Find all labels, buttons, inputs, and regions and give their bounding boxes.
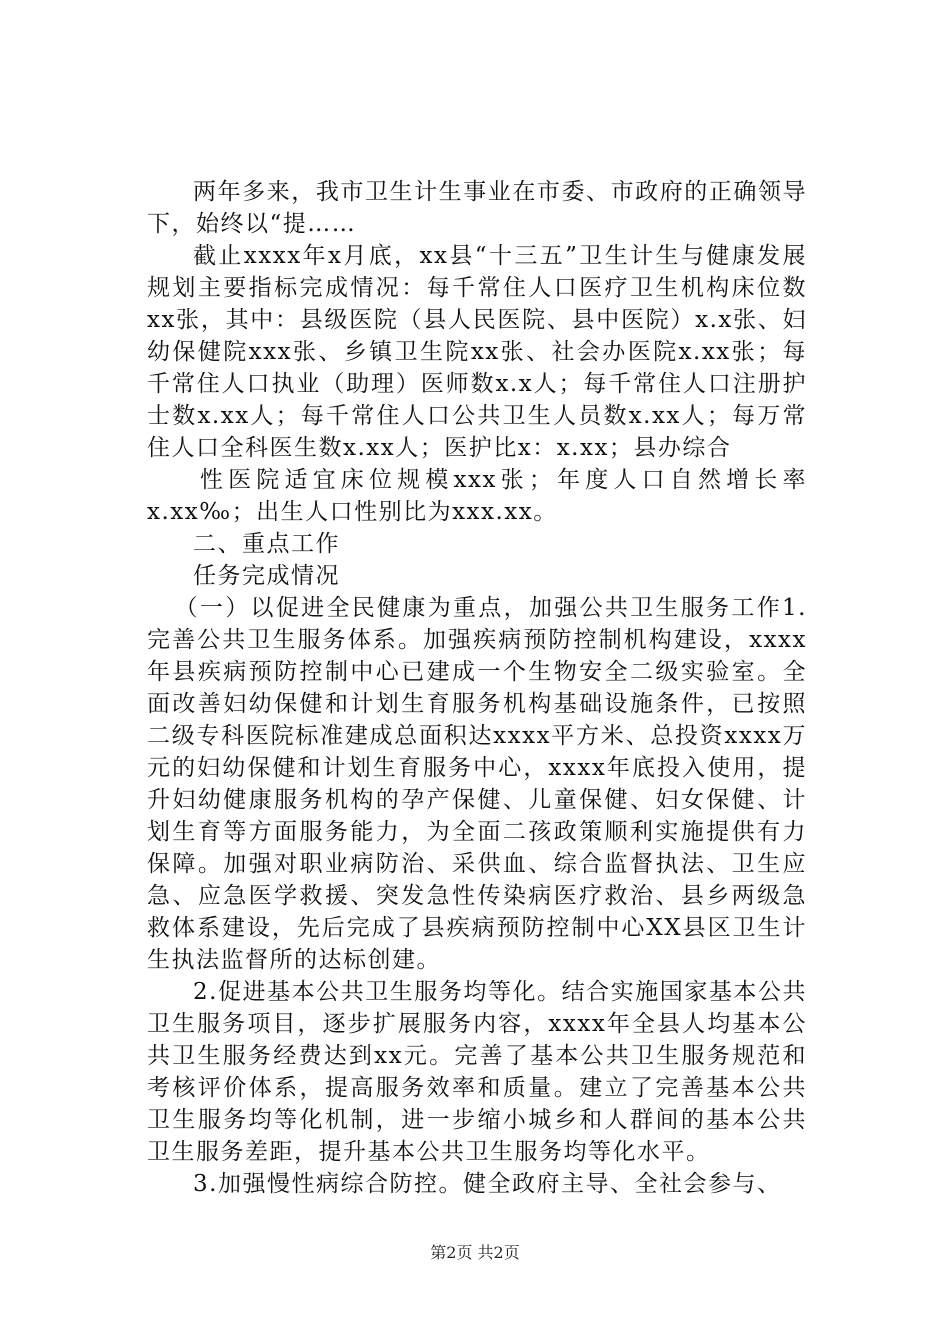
document-body [147,176,807,1200]
section-heading: 二、重点工作 [193,531,340,557]
page-footer [0,1243,950,1263]
page-number: 第2页 共2页 [430,1243,520,1262]
section-subheading: 任务完成情况 [193,563,340,589]
paragraph-chronic-disease: 3.加强慢性病综合防控。健全政府主导、全社会参与、 [193,1171,782,1197]
paragraph-indicators-continued: 性医院适宜床位规模xxx张；年度人口自然增长率x.xx‰；出生人口性别比为xxx.xx。 [147,467,807,525]
paragraph-public-health-system: （一）以促进全民健康为重点，加强公共卫生服务工作1.完善公共卫生服务体系。加强疾病预防控制机构建设，xxxx年县疾病预防控制中心已建成一个生物安全二级实验室。全面改善妇幼保健和计划生育服务机构基础设施条件，已按照二级专科医院标准建成总面积达xxxx平方米、总投资xxxx万元的妇幼保健和计划生育服务中心，xxxx年底投入使用，提升妇幼健康服务机构的孕产保健、儿童保健、妇女保健、计划生育等方面服务能力，为全面二孩政策顺利实施提供有力保障。加强对职业病防治、采供血、综合监督执法、卫生应急、应急医学救援、突发急性传染病医疗救治、县乡两级急救体系建设，先后完成了县疾病预防控制中心XX县区卫生计生执法监督所的达标创建。 [147,595,807,973]
paragraph-equalization: 2.促进基本公共卫生服务均等化。结合实施国家基本公共卫生服务项目，逐步扩展服务内容，xxxx年全县人均基本公共卫生服务经费达到xx元。完善了基本公共卫生服务规范和考核评价体系，提高服务效率和质量。建立了完善基本公共卫生服务均等化机制，进一步缩小城乡和人群间的基本公共卫生服务差距，提升基本公共卫生服务均等化水平。 [147,979,807,1165]
paragraph-indicators: 截止xxxx年x月底，xx县“十三五”卫生计生与健康发展规划主要指标完成情况：每千常住人口医疗卫生机构床位数xx张，其中：县级医院（县人民医院、县中医院）x.x张、妇幼保健院xxx张、乡镇卫生院xx张、社会办医院x.xx张；每千常住人口执业（助理）医师数x.x人；每千常住人口注册护士数x.xx人；每千常住人口公共卫生人员数x.xx人；每万常住人口全科医生数x.xx人；医护比x：x.xx；县办综合 [147,243,807,461]
paragraph-intro: 两年多来，我市卫生计生事业在市委、市政府的正确领导下，始终以“提…… [147,179,807,237]
